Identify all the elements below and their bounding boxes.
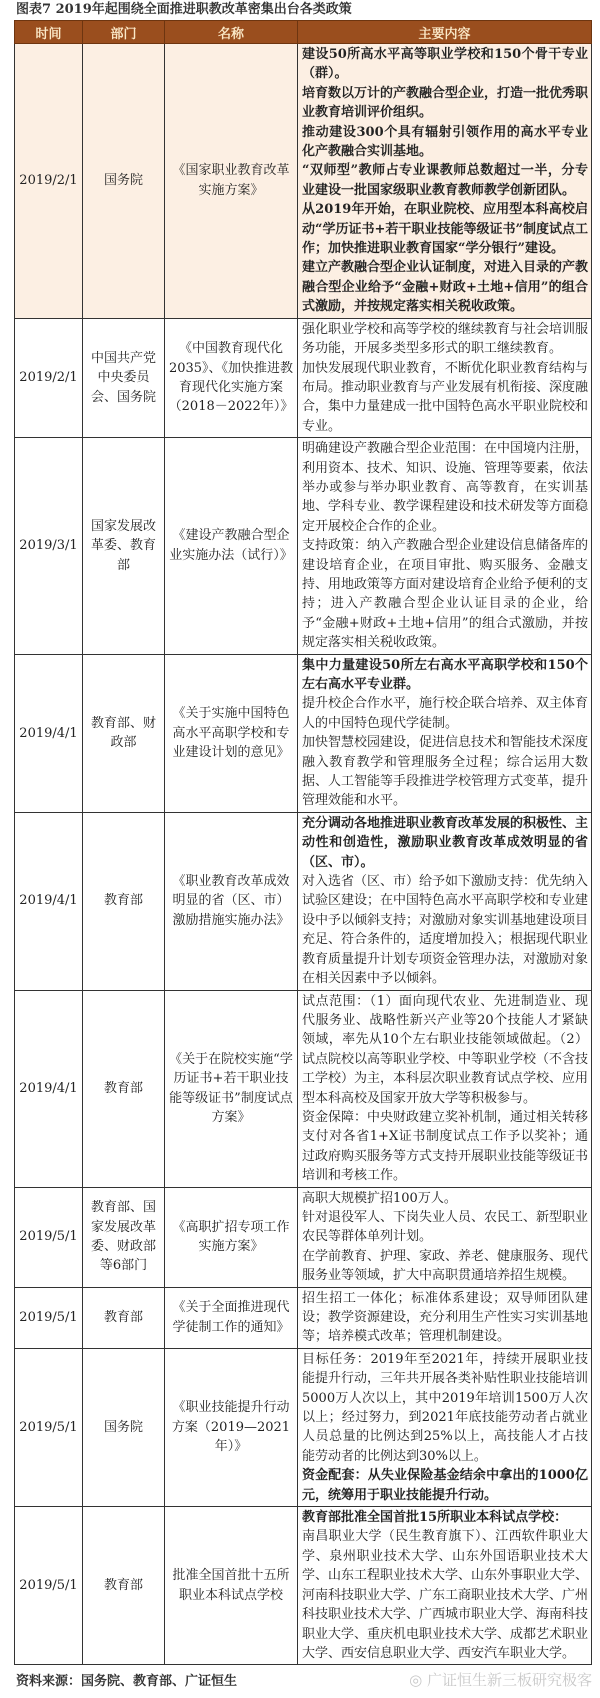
content-cell: [298, 44, 592, 319]
date-cell: 2019/3/1: [15, 438, 83, 654]
table-row: [15, 812, 592, 990]
content-paragraph: 加快智慧校园建设，促进信息技术和智能技术深度融入教育教学和管理服务全过程；综合运用大数据、人工智能等手段推进学校管理方式变革，提升管理效能和水平。: [302, 735, 589, 809]
content-paragraph: 对入选省（区、市）给予如下激励支持：优先纳入试验区建设；在中国特色高水平高职学校和专业建设中予以倾斜支持；对激励对象实训基地建设项目充足、符合条件的，适度增加投入；根据现代职业教育质量提升计划专项资金管理办法，对激励对象在相关因素中予以倾斜。: [302, 874, 589, 987]
content-paragraph: 试点范围：（1）面向现代农业、先进制造业、现代服务业、战略性新兴产业等20个技能人才紧缺领域，率先从10个左右职业技能领域做起。（2）试点院校以高等职业学校、中等职业学校（不含技工学校）为主，本科层次职业教育试点学校、应用型本科高校及国家开放大学等积极参与。: [302, 993, 589, 1106]
table-title: 图表7 2019年起围绕全面推进职教改革密集出台各类政策: [16, 2, 352, 17]
table-row: [15, 990, 592, 1187]
content-paragraph: 培育数以万计的产教融合型企业，打造一批优秀职业教育培训评价组织。: [302, 85, 589, 121]
department-cell: 教育部: [83, 812, 165, 990]
table-row: [15, 438, 592, 654]
department-cell: 国家发展改革委、教育部: [83, 438, 165, 654]
footer: [14, 1669, 592, 1690]
table-row: [15, 1348, 592, 1506]
header-department: 部门: [83, 21, 165, 44]
policy-name-cell: 批准全国首批十五所职业本科试点学校: [165, 1507, 298, 1665]
table-row: [15, 1187, 592, 1287]
content-paragraph: 推动建设300个具有辐射引领作用的高水平专业化产教融合实训基地。: [302, 124, 588, 160]
content-cell: [298, 1187, 592, 1287]
watermark-text: 广证恒生新三板研究极客: [426, 1671, 592, 1690]
content-paragraph: 招生招工一体化；标准体系建设；双导师团队建设；教学资源建设，充分利用生产性实习实训基地等；培养模式改革；管理机制建设。: [302, 1290, 589, 1345]
department-cell: 教育部: [83, 1507, 165, 1665]
department-cell: 教育部、国家发展改革委、财政部等6部门: [83, 1187, 165, 1287]
date-cell: 2019/4/1: [15, 990, 83, 1187]
date-cell: 2019/4/1: [15, 812, 83, 990]
content-cell: [298, 1348, 592, 1506]
table-header-row: [15, 21, 592, 44]
date-cell: 2019/4/1: [15, 654, 83, 812]
date-cell: 2019/2/1: [15, 318, 83, 437]
date-cell: 2019/5/1: [15, 1287, 83, 1348]
policy-table: [14, 20, 592, 1665]
department-cell: 国务院: [83, 44, 165, 319]
content-paragraph: 从2019年开始，在职业院校、应用型本科高校启动“学历证书+若干职业技能等级证书”制度试点工作；加快推进职业教育国家“学分银行”建设。: [302, 202, 588, 257]
content-paragraph: 强化职业学校和高等学校的继续教育与社会培训服务功能，开展多类型多形式的职工继续教育。: [302, 321, 589, 357]
department-cell: 国务院: [83, 1348, 165, 1506]
header-date: 时间: [15, 21, 83, 44]
table-row: [15, 1507, 592, 1665]
policy-name-cell: 《中国教育现代化2035》、《加快推进教育现代化实施方案（2018－2022年）》: [165, 318, 298, 437]
table-row: [15, 654, 592, 812]
department-cell: 教育部: [83, 1287, 165, 1348]
content-paragraph: “双师型”教师占专业课教师总数超过一半，分专业建设一批国家级职业教育教师教学创新团队。: [302, 163, 588, 198]
date-cell: 2019/2/1: [15, 44, 83, 319]
content-paragraph: 加快发展现代职业教育，不断优化职业教育结构与布局。推动职业教育与产业发展有机衔接、深度融合，集中力量建成一批中国特色高水平职业院校和专业。: [302, 360, 589, 434]
content-paragraph: 充分调动各地推进职业教育改革发展的积极性、主动性和创造性，激励职业教育改革成效明显的省（区、市）。: [302, 815, 589, 870]
policy-name-cell: 《关于全面推进现代学徒制工作的通知》: [165, 1287, 298, 1348]
content-paragraph: 资金保障：中央财政建立奖补机制，通过相关转移支付对各省1+X证书制度试点工作予以奖补；通过政府购买服务等方式支持开展职业技能等级证书培训和考核工作。: [302, 1109, 589, 1184]
date-cell: 2019/5/1: [15, 1507, 83, 1665]
source-note: 资料来源：国务院、教育部、广证恒生: [16, 1674, 238, 1690]
policy-name-cell: 《关于实施中国特色高水平高职学校和专业建设计划的意见》: [165, 654, 298, 812]
content-paragraph: 目标任务：2019年至2021年，持续开展职业技能提升行动，三年共开展各类补贴性职业技能培训5000万人次以上，其中2019年培训1500万人次以上；经过努力，到2021年底技能劳动者占就业人员总量的比例达到25%以上，高技能人才占技能劳动者的比例达到30%以上。: [302, 1351, 589, 1464]
header-name: 名称: [165, 21, 298, 44]
policy-name-cell: 《高职扩招专项工作实施方案》: [165, 1187, 298, 1287]
content-paragraph: 资金配套：从失业保险基金结余中拿出的1000亿元，统筹用于职业技能提升行动。: [302, 1468, 588, 1503]
department-cell: 中国共产党中央委员会、国务院: [83, 318, 165, 437]
policy-name-cell: 《职业教育改革成效明显的省（区、市）激励措施实施办法》: [165, 812, 298, 990]
content-paragraph: 建设50所高水平高等职业学校和150个骨干专业（群）。: [302, 47, 588, 82]
content-paragraph: 教育部批准全国首批15所职业本科试点学校：: [302, 1510, 568, 1526]
table-row: [15, 1287, 592, 1348]
header-content: 主要内容: [298, 21, 592, 44]
content-paragraph: 提升校企合作水平，施行校企联合培养、双主体育人的中国特色现代学徒制。: [302, 696, 589, 731]
policy-name-cell: 《建设产教融合型企业实施办法（试行）》: [165, 438, 298, 654]
policy-name-cell: 《职业技能提升行动方案（2019—2021年）》: [165, 1348, 298, 1506]
policy-name-cell: 《关于在院校实施“学历证书+若干职业技能等级证书”制度试点方案》: [165, 990, 298, 1187]
content-paragraph: 支持政策：纳入产教融合型企业建设信息储备库的建设培育企业，在项目审批、购买服务、金融支持、用地政策等方面对建设培育企业给予便利的支持；进入产教融合型企业认证目录的企业，给予“金融+财政+土地+信用”的组合式激励，并按规定落实相关税收政策。: [302, 538, 589, 651]
department-cell: 教育部: [83, 990, 165, 1187]
date-cell: 2019/5/1: [15, 1187, 83, 1287]
watermark: ◎ 广证恒生新三板研究极客: [409, 1671, 592, 1690]
content-paragraph: 明确建设产教融合型企业范围：在中国境内注册，利用资本、技术、知识、设施、管理等要素，依法举办或参与举办职业教育、高等教育，在实训基地、学科专业、教学课程建设和技术研发等方面稳定开展校企合作的企业。: [302, 441, 589, 534]
content-paragraph: 建立产教融合型企业认证制度，对进入目录的产教融合型企业给予“金融+财政+土地+信用”的组合式激励，并按规定落实相关税收政策。: [302, 260, 589, 315]
content-paragraph: 高职大规模扩招100万人。: [302, 1190, 457, 1206]
content-paragraph: 南昌职业大学（民生教育旗下）、江西软件职业大学、泉州职业技术大学、山东外国语职业技术大学、山东工程职业技术大学、山东外事职业大学、河南科技职业大学、广东工商职业技术大学、广州科技职业技术大学、广西城市职业大学、海南科技职业大学、重庆机电职业技术大学、成都艺术职业大学、西安信息职业大学、西安汽车职业大学。: [302, 1529, 589, 1661]
content-cell: [298, 990, 592, 1187]
content-cell: [298, 812, 592, 990]
content-cell: [298, 1287, 592, 1348]
content-paragraph: 针对退役军人、下岗失业人员、农民工、新型职业农民等群体单列计划。: [302, 1209, 589, 1245]
table-row: [15, 318, 592, 437]
date-cell: 2019/5/1: [15, 1348, 83, 1506]
policy-name-cell: 《国家职业教育改革实施方案》: [165, 44, 298, 319]
content-paragraph: 集中力量建设50所左右高水平高职学校和150个左右高水平专业群。: [302, 657, 588, 692]
department-cell: 教育部、财政部: [83, 654, 165, 812]
content-cell: [298, 654, 592, 812]
content-cell: [298, 318, 592, 437]
content-cell: [298, 438, 592, 654]
content-paragraph: 在学前教育、护理、家政、养老、健康服务、现代服务业等领域，扩大中高职贯通培养招生规模。: [302, 1248, 589, 1284]
table-row: [15, 44, 592, 319]
content-cell: [298, 1507, 592, 1665]
